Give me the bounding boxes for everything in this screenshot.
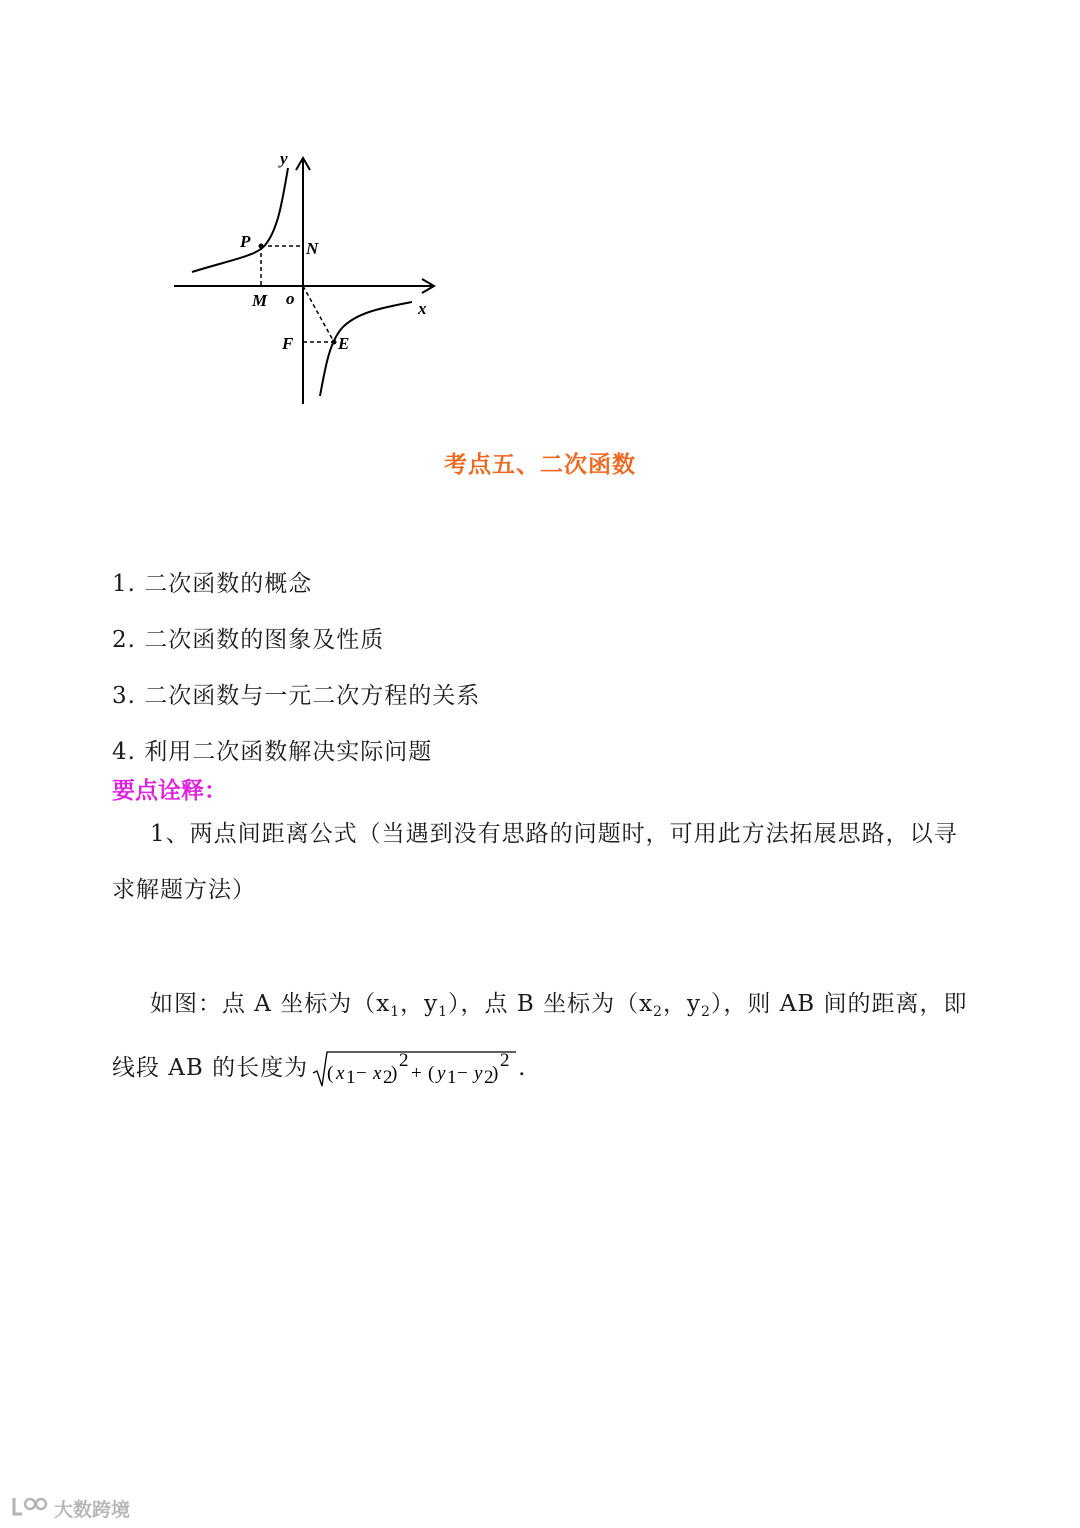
distance-formula-intro: 1、两点间距离公式（当遇到没有思路的问题时，可用此方法拓展思路，以寻求解题方法） bbox=[112, 821, 958, 903]
brand-logo-icon bbox=[10, 1494, 48, 1523]
formula-sub: 2 bbox=[383, 1067, 394, 1088]
formula-var: x bbox=[336, 1063, 346, 1084]
subscript: 2 bbox=[653, 1004, 663, 1020]
label-p: P bbox=[240, 232, 251, 251]
label-o: o bbox=[286, 289, 295, 308]
dash-o-to-e bbox=[303, 286, 334, 342]
formula-paren: ( bbox=[428, 1063, 436, 1084]
formula-var: x bbox=[373, 1063, 383, 1084]
formula-op: − bbox=[356, 1063, 368, 1084]
upper-left-branch bbox=[192, 168, 288, 272]
formula-sub: 1 bbox=[346, 1067, 357, 1088]
topic-item: 2. 二次函数的图象及性质 bbox=[112, 627, 385, 653]
para-end: . bbox=[518, 1055, 527, 1081]
label-x: x bbox=[418, 299, 427, 318]
formula-op: − bbox=[457, 1063, 469, 1084]
hyperbola-graph bbox=[170, 148, 450, 410]
formula-paren: ) bbox=[492, 1063, 500, 1084]
subscript: 2 bbox=[700, 1004, 711, 1020]
hyperbola-figure bbox=[170, 148, 450, 410]
topic-item: 3. 二次函数与一元二次方程的关系 bbox=[112, 683, 481, 709]
formula-sub: 2 bbox=[484, 1067, 495, 1088]
label-y: y bbox=[280, 149, 288, 168]
watermark-text: 大数跨境 bbox=[54, 1499, 131, 1521]
formula-paren: ) bbox=[391, 1063, 399, 1084]
para-text: 如图：点 A 坐标为（x bbox=[150, 991, 391, 1017]
para-text: ，y bbox=[400, 991, 439, 1017]
subscript: 1 bbox=[390, 1004, 401, 1020]
lower-right-branch bbox=[320, 302, 412, 396]
point-e-dot bbox=[332, 340, 337, 345]
distance-formula-paragraph bbox=[112, 976, 970, 1096]
formula-sup: 2 bbox=[399, 1050, 410, 1071]
para-text: ），则 AB 间的距离，即线段 AB 的长度为 bbox=[112, 991, 968, 1081]
formula-var: y bbox=[474, 1063, 484, 1084]
formula-svg bbox=[312, 1049, 518, 1089]
point-p-dot bbox=[259, 244, 264, 249]
topic-list bbox=[112, 556, 480, 780]
note-heading: 要点诠释： bbox=[112, 777, 227, 804]
label-f: F bbox=[282, 334, 294, 353]
para-text: ，y bbox=[662, 991, 701, 1017]
topic-item: 1. 二次函数的概念 bbox=[112, 571, 313, 597]
section-title: 考点五、二次函数 bbox=[444, 451, 636, 478]
formula-sup: 2 bbox=[500, 1050, 511, 1071]
para-text: ），点 B 坐标为（x bbox=[448, 991, 654, 1017]
watermark bbox=[10, 1494, 130, 1523]
formula-sub: 1 bbox=[447, 1067, 458, 1088]
formula-paren: ( bbox=[327, 1063, 335, 1084]
topic-item: 4. 利用二次函数解决实际问题 bbox=[112, 739, 433, 765]
distance-formula bbox=[312, 1049, 518, 1089]
label-e: E bbox=[338, 334, 350, 353]
subscript: 1 bbox=[438, 1004, 449, 1020]
label-n: N bbox=[306, 239, 319, 258]
label-m: M bbox=[252, 291, 268, 310]
formula-var: y bbox=[437, 1063, 447, 1084]
formula-op: + bbox=[411, 1063, 423, 1084]
